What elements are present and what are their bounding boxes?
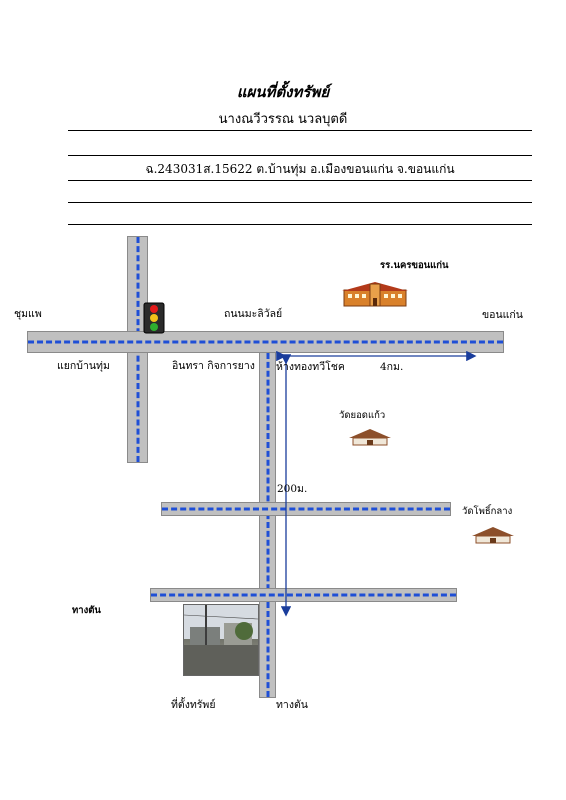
label-temple-phoklang: วัดโพธิ์กลาง	[462, 506, 513, 517]
label-khon-kaen: ขอนแก่น	[482, 309, 523, 321]
label-distance-4km: 4กม.	[380, 361, 404, 373]
label-property-location: ที่ตั้งทรัพย์	[171, 699, 216, 711]
property-photo	[183, 604, 259, 676]
owner-name: นางณวีวรรณ นวลบุตดี	[218, 112, 348, 127]
label-dead-end-left: ทางตัน	[72, 605, 101, 616]
label-shop-inthra: อินทรา กิจการยาง	[172, 360, 255, 372]
label-distance-200m: 200ม.	[277, 483, 308, 495]
label-dead-end-bottom: ทางตัน	[276, 699, 308, 711]
label-main-road: ถนนมะลิวัลย์	[224, 308, 283, 320]
label-junction: แยกบ้านทุ่ม	[57, 360, 110, 372]
property-address: ฉ.243031ส.15622 ต.บ้านทุ่ม อ.เมืองขอนแก่น จ.ขอนแก่น	[145, 162, 455, 176]
label-temple-yotkaeo: วัดยอดแก้ว	[339, 410, 386, 421]
label-school: รร.นครขอนแก่น	[380, 260, 449, 271]
label-chum-phae: ชุมแพ	[14, 308, 42, 320]
label-shop-thong: ห้างทองทวีโชค	[276, 361, 345, 373]
map-title: แผนที่ตั้งทรัพย์	[236, 83, 330, 101]
